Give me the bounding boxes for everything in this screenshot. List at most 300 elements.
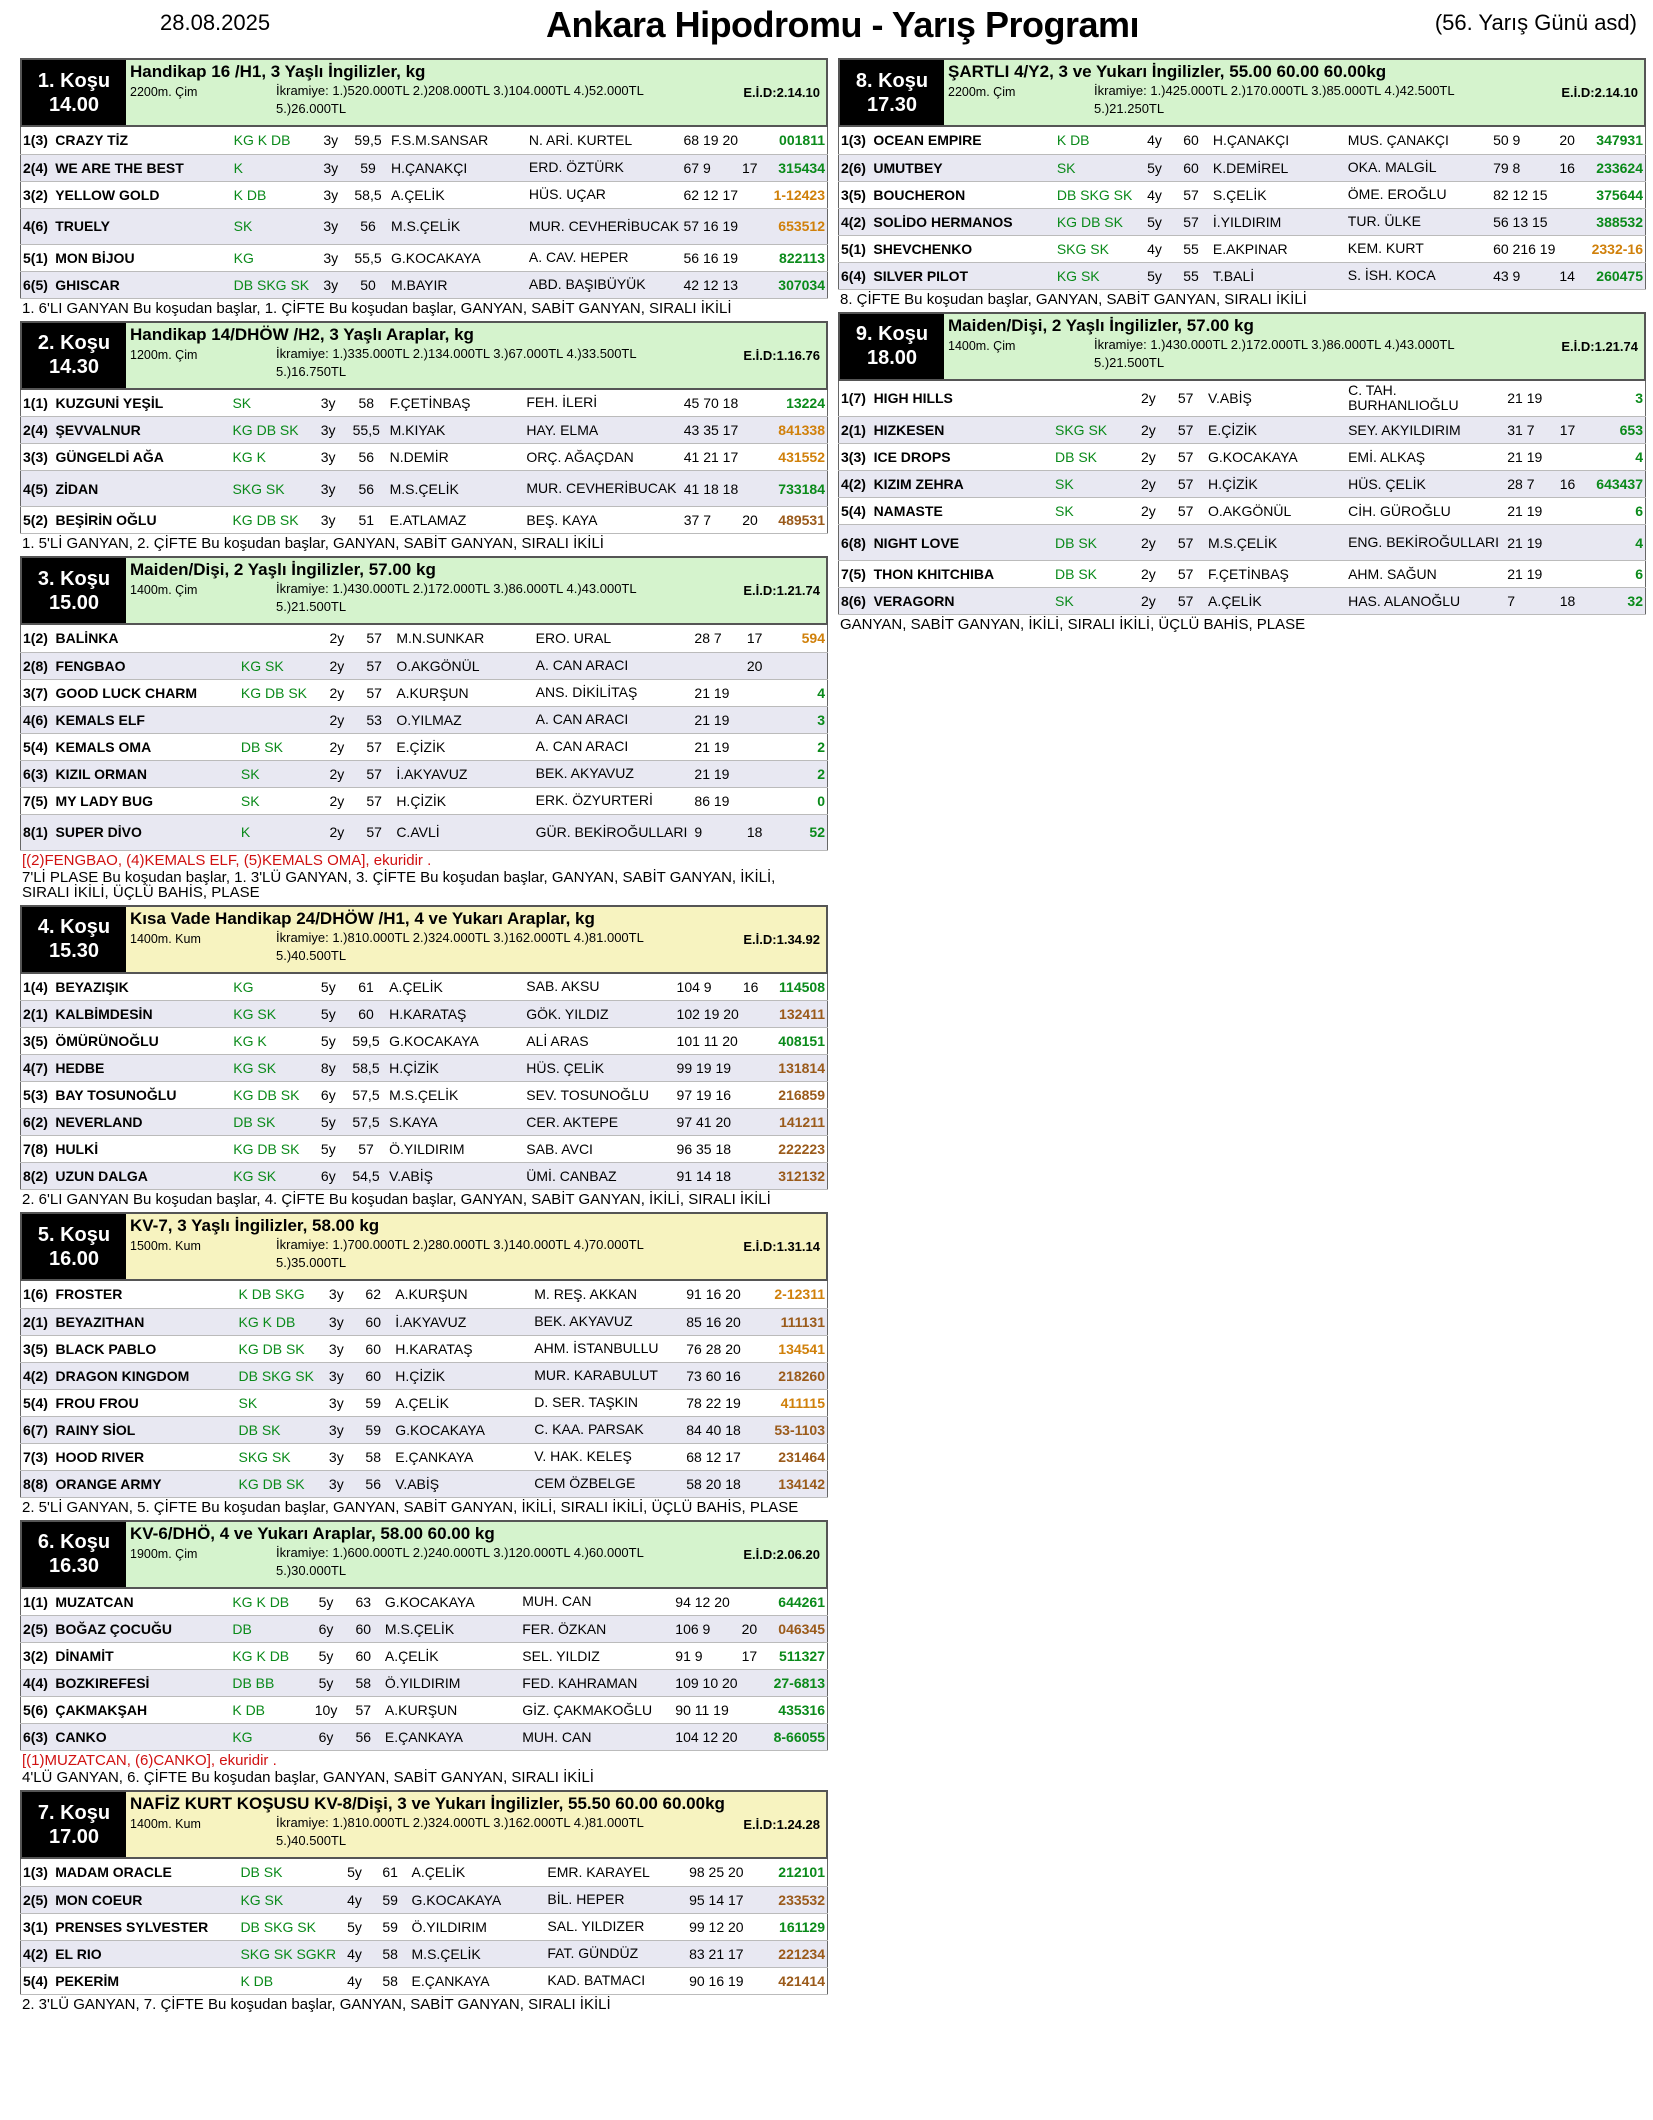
horse-weight: 60 (1171, 127, 1211, 154)
table-row[interactable] (839, 235, 1646, 262)
handicap-extra (746, 1859, 763, 1886)
horse-weight: 57 (345, 1136, 387, 1163)
table-row[interactable] (21, 1389, 828, 1416)
horse-name[interactable]: ÇAKMAKŞAH (53, 1697, 230, 1724)
horse-name[interactable]: FROU FROU (53, 1389, 236, 1416)
table-row[interactable] (21, 1362, 828, 1389)
horse-name[interactable]: BEŞİRİN OĞLU (53, 507, 230, 534)
horse-weight: 60 (353, 1362, 393, 1389)
horse-weight: 54,5 (345, 1163, 387, 1190)
jockey-name: G.KOCAKAYA (383, 1589, 520, 1616)
trainer-name: HÜS. ÇELİK (524, 1055, 674, 1082)
horse-weight: 55,5 (345, 417, 388, 444)
handicap-info: 83 21 17 (687, 1940, 746, 1967)
horse-name[interactable]: BOĞAZ ÇOCUĞU (53, 1616, 230, 1643)
horse-name[interactable]: DRAGON KINGDOM (53, 1362, 236, 1389)
jockey-name: O.AKGÖNÜL (1206, 498, 1346, 525)
page-date: 28.08.2025 (160, 10, 271, 35)
horse-name[interactable]: PRENSES SYLVESTER (53, 1913, 238, 1940)
horse-name[interactable]: RAINY SİOL (53, 1416, 236, 1443)
horse-name[interactable]: BALİNKA (54, 625, 239, 652)
table-row[interactable] (839, 127, 1646, 154)
equipment (239, 625, 320, 652)
table-row[interactable] (21, 444, 828, 471)
form-figures: 27-6813 (761, 1670, 828, 1697)
table-row[interactable] (21, 1281, 828, 1308)
table-row[interactable] (21, 181, 828, 208)
handicap-extra (740, 181, 761, 208)
horse-name[interactable]: BEYAZIŞIK (53, 974, 231, 1001)
table-row[interactable] (21, 417, 828, 444)
runners-table (20, 1281, 828, 1498)
form-figures: 111131 (761, 1308, 828, 1335)
table-row[interactable] (839, 471, 1646, 498)
horse-number: 5(4) (21, 1389, 54, 1416)
trainer-name: CEM ÖZBELGE (532, 1470, 684, 1497)
horse-name[interactable]: GOOD LUCK CHARM (54, 679, 239, 706)
horse-name[interactable]: TRUELY (53, 208, 231, 244)
table-row[interactable] (21, 1886, 828, 1913)
race-prize (1094, 336, 1564, 372)
handicap-extra (1558, 561, 1580, 588)
horse-name[interactable]: WE ARE THE BEST (53, 154, 231, 181)
table-row[interactable] (21, 1001, 828, 1028)
horse-name[interactable]: VERAGORN (872, 588, 1053, 615)
trainer-name: HAY. ELMA (524, 417, 681, 444)
horse-number: 7(5) (839, 561, 872, 588)
table-row[interactable] (21, 1940, 828, 1967)
horse-name[interactable]: HIGH HILLS (872, 381, 1053, 417)
table-row[interactable] (21, 625, 828, 652)
horse-weight: 56 (347, 208, 389, 244)
jockey-name: G.KOCAKAYA (387, 1028, 524, 1055)
jockey-name: A.ÇELİK (410, 1859, 546, 1886)
table-row[interactable] (21, 1443, 828, 1470)
runners-table (20, 127, 828, 299)
horse-age: 5y (1138, 154, 1171, 181)
equipment: KG DB SK (230, 417, 311, 444)
horse-number: 5(1) (839, 235, 872, 262)
form-figures: 822113 (761, 244, 827, 271)
form-figures: 233624 (1579, 154, 1646, 181)
table-row[interactable] (839, 498, 1646, 525)
equipment: KG K (231, 1028, 311, 1055)
right-column (838, 58, 1646, 637)
horse-age: 6y (312, 1163, 345, 1190)
jockey-name: A.ÇELİK (383, 1643, 520, 1670)
trainer-name: SEV. TOSUNOĞLU (524, 1082, 674, 1109)
trainer-name: ANS. DİKİLİTAŞ (534, 679, 693, 706)
horse-age: 3y (314, 271, 347, 298)
horse-age: 2y (320, 625, 354, 652)
table-row[interactable] (21, 814, 828, 850)
table-row[interactable] (21, 1028, 828, 1055)
horse-name[interactable]: MADAM ORACLE (53, 1859, 238, 1886)
table-row[interactable] (21, 974, 828, 1001)
horse-name[interactable]: BOZKIREFESİ (53, 1670, 230, 1697)
race-time: 15.00 (48, 591, 100, 614)
table-row[interactable] (839, 208, 1646, 235)
horse-weight: 57,5 (345, 1109, 387, 1136)
handicap-extra: 17 (1558, 417, 1580, 444)
table-row[interactable] (21, 1136, 828, 1163)
horse-number: 6(8) (839, 525, 872, 561)
table-row[interactable] (21, 127, 828, 154)
horse-name[interactable]: OCEAN EMPIRE (871, 127, 1054, 154)
form-figures: 733184 (762, 471, 828, 507)
handicap-info: 67 9 (682, 154, 741, 181)
jockey-name: C.AVLİ (394, 814, 533, 850)
trainer-name: BEK. AKYAVUZ (534, 760, 693, 787)
table-row[interactable] (21, 507, 828, 534)
table-row[interactable] (21, 679, 828, 706)
horse-name[interactable]: ZİDAN (53, 471, 230, 507)
handicap-extra: 17 (740, 154, 761, 181)
handicap-info: 57 16 19 (682, 208, 741, 244)
horse-name[interactable]: NIGHT LOVE (872, 525, 1053, 561)
horse-weight: 53 (354, 706, 394, 733)
horse-number: 1(3) (21, 127, 54, 154)
handicap-extra: 18 (745, 814, 766, 850)
race-prize (276, 1236, 746, 1272)
race-header (20, 1790, 828, 1859)
trainer-name: FER. ÖZKAN (520, 1616, 673, 1643)
horse-name[interactable]: HULKİ (53, 1136, 231, 1163)
table-row[interactable] (839, 417, 1646, 444)
trainer-name: ORÇ. AĞAÇDAN (524, 444, 681, 471)
table-row[interactable] (21, 1859, 828, 1886)
horse-name[interactable]: SILVER PILOT (871, 262, 1054, 289)
horse-name[interactable]: NAMASTE (872, 498, 1053, 525)
horse-number: 4(6) (21, 208, 54, 244)
horse-number: 1(6) (21, 1281, 54, 1308)
race-info (126, 1522, 826, 1587)
jockey-name: T.BALİ (1211, 262, 1346, 289)
table-row[interactable] (21, 1335, 828, 1362)
horse-name[interactable]: KEMALS ELF (54, 706, 239, 733)
table-row[interactable] (839, 525, 1646, 561)
table-row[interactable] (21, 706, 828, 733)
table-row[interactable] (21, 1697, 828, 1724)
equipment: SK (239, 787, 320, 814)
horse-age: 5y (1138, 262, 1171, 289)
horse-age: 3y (319, 1281, 353, 1308)
handicap-info: 91 9 (673, 1643, 739, 1670)
horse-name[interactable]: PEKERİM (53, 1967, 238, 1994)
horse-weight: 57 (354, 625, 394, 652)
table-row[interactable] (21, 1913, 828, 1940)
handicap-info: 62 12 17 (682, 181, 741, 208)
horse-number: 5(6) (21, 1697, 54, 1724)
table-row[interactable] (839, 154, 1646, 181)
horse-weight: 57 (354, 733, 394, 760)
table-row[interactable] (21, 1416, 828, 1443)
race-time: 17.30 (866, 93, 918, 116)
horse-age: 8y (312, 1055, 345, 1082)
form-figures: 841338 (762, 417, 828, 444)
trainer-name: SEY. AKYILDIRIM (1346, 417, 1505, 444)
trainer-name: AHM. İSTANBULLU (532, 1335, 684, 1362)
trainer-name: M. REŞ. AKKAN (532, 1281, 684, 1308)
horse-weight: 57 (344, 1697, 383, 1724)
handicap-extra (740, 417, 761, 444)
table-row[interactable] (21, 271, 828, 298)
handicap-info: 95 14 17 (687, 1886, 746, 1913)
equipment: SK (232, 208, 315, 244)
horse-name[interactable]: FENGBAO (54, 652, 239, 679)
race-info (126, 323, 826, 388)
horse-name[interactable]: UMUTBEY (871, 154, 1054, 181)
table-row[interactable] (21, 1643, 828, 1670)
table-row[interactable] (21, 1670, 828, 1697)
horse-weight: 59,5 (345, 1028, 387, 1055)
handicap-info: 31 7 (1505, 417, 1558, 444)
trainer-name: CER. AKTEPE (524, 1109, 674, 1136)
handicap-extra (740, 1670, 761, 1697)
handicap-extra (743, 1443, 761, 1470)
trainer-name: HÜS. ÇELİK (1346, 471, 1505, 498)
horse-weight: 60 (344, 1616, 383, 1643)
race-prize-line1: İkramiye: 1.)520.000TL 2.)208.000TL 3.)104.000TL 4.)52.000TL (276, 83, 644, 98)
horse-name[interactable]: BAY TOSUNOĞLU (53, 1082, 231, 1109)
handicap-info: 106 9 (673, 1616, 739, 1643)
horse-name[interactable]: ÖMÜRÜNOĞLU (53, 1028, 231, 1055)
handicap-info: 42 12 13 (682, 271, 741, 298)
horse-weight: 58,5 (345, 1055, 387, 1082)
race-time: 16.30 (48, 1555, 100, 1577)
horse-name[interactable]: CRAZY TİZ (53, 127, 231, 154)
trainer-name: MUR. KARABULUT (532, 1362, 684, 1389)
trainer-name: EMR. KARAYEL (545, 1859, 687, 1886)
table-row[interactable] (839, 262, 1646, 289)
table-row[interactable] (21, 1082, 828, 1109)
equipment: KG K DB (230, 1643, 308, 1670)
horse-name[interactable]: BEYAZITHAN (53, 1308, 236, 1335)
horse-name[interactable]: ICE DROPS (872, 444, 1053, 471)
horse-name[interactable]: GHISCAR (53, 271, 231, 298)
horse-weight: 50 (347, 271, 389, 298)
horse-age: 5y (312, 1109, 345, 1136)
table-row[interactable] (21, 1470, 828, 1497)
table-row[interactable] (839, 381, 1646, 417)
race-prize-line1: İkramiye: 1.)700.000TL 2.)280.000TL 3.)140.000TL 4.)70.000TL (276, 1237, 644, 1252)
horse-name[interactable]: MY LADY BUG (54, 787, 239, 814)
horse-weight: 56 (353, 1470, 393, 1497)
jockey-name: H.KARATAŞ (393, 1335, 532, 1362)
trainer-name: MUH. CAN (520, 1589, 673, 1616)
horse-number: 4(4) (21, 1670, 54, 1697)
race-header (838, 312, 1646, 381)
horse-name[interactable]: CANKO (53, 1724, 230, 1751)
handicap-extra: 16 (741, 974, 762, 1001)
race-number: 1. Koşu (37, 69, 111, 92)
handicap-info: 41 21 17 (682, 444, 741, 471)
table-row[interactable] (21, 1967, 828, 1994)
horse-number: 8(1) (21, 814, 54, 850)
horse-name[interactable]: BLACK PABLO (53, 1335, 236, 1362)
horse-weight: 58,5 (347, 181, 389, 208)
horse-name[interactable]: MUZATCAN (53, 1589, 230, 1616)
form-figures: 435316 (761, 1697, 828, 1724)
jockey-name: F.S.M.SANSAR (389, 127, 527, 154)
trainer-name: FEH. İLERİ (524, 390, 681, 417)
jockey-name: E.ÇİZİK (1206, 417, 1346, 444)
form-figures: 6 (1579, 561, 1645, 588)
form-figures (766, 652, 827, 679)
jockey-name: O.YILMAZ (394, 706, 533, 733)
handicap-extra (1557, 181, 1578, 208)
ekuri-note: [(1)MUZATCAN, (6)CANKO], ekuridir . (22, 1752, 277, 1769)
horse-name[interactable]: KIZIM ZEHRA (872, 471, 1053, 498)
form-figures: 216859 (762, 1082, 827, 1109)
horse-name[interactable]: KIZIL ORMAN (54, 760, 239, 787)
jockey-name: O.AKGÖNÜL (394, 652, 533, 679)
handicap-extra (740, 1724, 761, 1751)
horse-age: 3y (311, 417, 345, 444)
form-figures: 315434 (761, 154, 827, 181)
table-row[interactable] (21, 1163, 828, 1190)
horse-name[interactable]: MON BİJOU (53, 244, 231, 271)
jockey-name: A.KURŞUN (393, 1281, 532, 1308)
horse-name[interactable]: UZUN DALGA (53, 1163, 231, 1190)
horse-weight: 57 (354, 814, 394, 850)
table-row[interactable] (21, 1724, 828, 1751)
table-row[interactable] (21, 1308, 828, 1335)
equipment: SK (1053, 498, 1131, 525)
horse-name[interactable]: HEDBE (53, 1055, 231, 1082)
jockey-name: H.ÇANAKÇI (1211, 127, 1346, 154)
trainer-name: V. HAK. KELEŞ (532, 1443, 684, 1470)
table-row[interactable] (21, 787, 828, 814)
race-prize-line2: 5.)40.500TL (276, 947, 347, 963)
horse-weight: 58 (371, 1940, 410, 1967)
horse-number: 6(7) (21, 1416, 54, 1443)
trainer-name: MUH. CAN (520, 1724, 673, 1751)
horse-age: 2y (1131, 471, 1165, 498)
handicap-extra (746, 1886, 763, 1913)
race-info (126, 558, 826, 623)
horse-name[interactable]: HIZKESEN (872, 417, 1053, 444)
horse-name[interactable]: SUPER DİVO (54, 814, 239, 850)
equipment: DB SK (1053, 444, 1131, 471)
table-row[interactable] (21, 1109, 828, 1136)
race-distance: 1900m. Çim (130, 1546, 198, 1561)
jockey-name: S.ÇELİK (1211, 181, 1346, 208)
table-row[interactable] (21, 208, 828, 244)
table-row[interactable] (839, 588, 1646, 615)
horse-age: 4y (1138, 181, 1171, 208)
horse-name[interactable]: SHEVCHENKO (871, 235, 1054, 262)
table-row[interactable] (21, 1616, 828, 1643)
horse-age: 5y (1138, 208, 1171, 235)
horse-name[interactable]: KALBİMDESİN (53, 1001, 231, 1028)
horse-name[interactable]: MON COEUR (53, 1886, 238, 1913)
horse-age: 3y (314, 127, 347, 154)
horse-name[interactable]: YELLOW GOLD (53, 181, 231, 208)
race-record: E.İ.D:1.24.28 (743, 1817, 820, 1832)
horse-name[interactable]: BOUCHERON (871, 181, 1054, 208)
table-row[interactable] (21, 760, 828, 787)
horse-name[interactable]: THON KHITCHIBA (872, 561, 1053, 588)
horse-name[interactable]: KEMALS OMA (54, 733, 239, 760)
horse-name[interactable]: FROSTER (53, 1281, 236, 1308)
handicap-extra (740, 444, 761, 471)
horse-name[interactable]: ŞEVVALNUR (53, 417, 230, 444)
table-row[interactable] (21, 1589, 828, 1616)
horse-age: 10y (308, 1697, 343, 1724)
jockey-name: İ.AKYAVUZ (394, 760, 533, 787)
race-number-box (840, 60, 944, 125)
horse-name[interactable]: KUZGUNİ YEŞİL (53, 390, 230, 417)
race-number: 6. Koşu (37, 1531, 111, 1553)
form-figures: 2-12311 (761, 1281, 828, 1308)
equipment (1053, 381, 1131, 417)
table-row[interactable] (21, 244, 828, 271)
horse-name[interactable]: HOOD RIVER (53, 1443, 236, 1470)
table-row[interactable] (21, 733, 828, 760)
equipment: K DB (232, 181, 315, 208)
race-record: E.İ.D:1.34.92 (743, 931, 820, 947)
horse-name[interactable]: SOLİDO HERMANOS (871, 208, 1054, 235)
horse-age: 2y (320, 652, 354, 679)
horse-weight: 51 (345, 507, 388, 534)
horse-weight: 58 (353, 1443, 393, 1470)
table-row[interactable] (21, 390, 828, 417)
table-row[interactable] (21, 1055, 828, 1082)
table-row[interactable] (21, 652, 828, 679)
race-day-label: (56. Yarış Günü asd) (1434, 10, 1637, 35)
table-row[interactable] (21, 154, 828, 181)
jockey-name: A.ÇELİK (1206, 588, 1346, 615)
horse-number: 2(1) (839, 417, 872, 444)
table-row[interactable] (21, 471, 828, 507)
horse-age: 4y (1138, 127, 1171, 154)
handicap-extra (741, 1082, 762, 1109)
trainer-name: FED. KAHRAMAN (520, 1670, 673, 1697)
trainer-name: TUR. ÜLKE (1346, 208, 1491, 235)
table-row[interactable] (839, 181, 1646, 208)
horse-number: 1(2) (21, 625, 54, 652)
horse-name[interactable]: NEVERLAND (53, 1109, 231, 1136)
horse-name[interactable]: EL RIO (53, 1940, 238, 1967)
handicap-info: 58 20 18 (684, 1470, 743, 1497)
race-number: 9. Koşu (855, 323, 929, 345)
horse-number: 8(8) (21, 1470, 54, 1497)
equipment: DB SKG SK (238, 1913, 338, 1940)
horse-number: 6(3) (21, 760, 54, 787)
equipment: DB SK (231, 1109, 311, 1136)
horse-name[interactable]: GÜNGELDİ AĞA (53, 444, 230, 471)
runners-table (20, 1859, 828, 1995)
horse-weight: 55,5 (347, 244, 389, 271)
race-prize (1094, 82, 1564, 118)
horse-weight: 57 (1165, 417, 1206, 444)
jockey-name: V.ABİŞ (393, 1470, 532, 1497)
race-record: E.İ.D:1.16.76 (743, 347, 820, 363)
horse-name[interactable]: ORANGE ARMY (53, 1470, 236, 1497)
race-prize-line2: 5.)35.000TL (276, 1255, 347, 1270)
race-header (20, 58, 828, 127)
horse-age: 2y (1131, 525, 1165, 561)
race-distance: 2200m. Çim (130, 85, 198, 99)
jockey-name: A.ÇELİK (389, 181, 527, 208)
handicap-info: 84 40 18 (684, 1416, 743, 1443)
horse-name[interactable]: DİNAMİT (53, 1643, 230, 1670)
table-row[interactable] (839, 444, 1646, 471)
horse-weight: 57 (1165, 444, 1206, 471)
race-prize (276, 1544, 746, 1580)
table-row[interactable] (839, 561, 1646, 588)
